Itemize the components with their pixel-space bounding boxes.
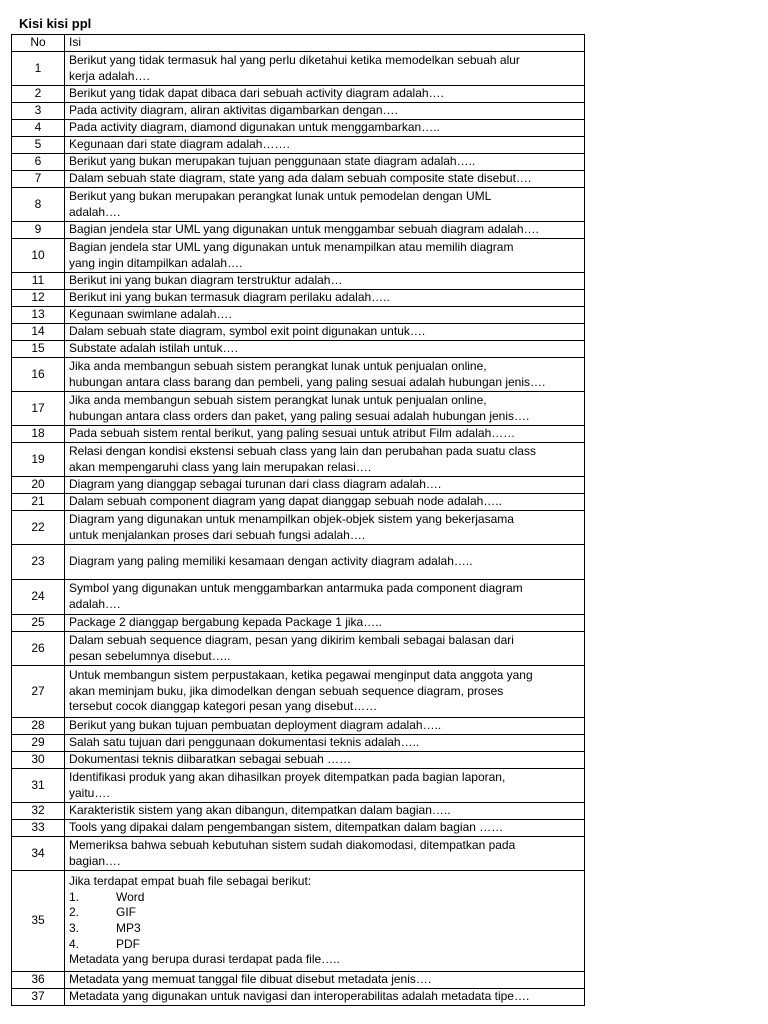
row-number: 33: [12, 820, 65, 837]
question-text: [65, 443, 585, 477]
row-number: 12: [12, 290, 65, 307]
table-header-row: [12, 35, 585, 52]
question-line: untuk menjalankan proses dari sebuah fungsi adalah….: [69, 527, 366, 542]
row-number: 13: [12, 307, 65, 324]
table-row: [12, 666, 585, 718]
table-row: [12, 615, 585, 632]
table-row: [12, 392, 585, 426]
row-number: 6: [12, 154, 65, 171]
question-text: [65, 735, 585, 752]
table-row: [12, 632, 585, 666]
row-number: 29: [12, 735, 65, 752]
question-line: Berikut yang bukan merupakan tujuan penggunaan state diagram adalah…..: [69, 154, 476, 169]
question-text: [65, 222, 585, 239]
table-body: [12, 52, 585, 1006]
row-number: 9: [12, 222, 65, 239]
question-line: Dalam sebuah sequence diagram, pesan yang dikirim kembali sebagai balasan dari: [69, 632, 514, 647]
table-row: [12, 871, 585, 972]
question-text: [65, 494, 585, 511]
question-text: [65, 615, 585, 632]
row-number: 11: [12, 273, 65, 290]
row-number: 16: [12, 358, 65, 392]
table-row: [12, 735, 585, 752]
table-row: [12, 86, 585, 103]
table-row: [12, 239, 585, 273]
question-line: Metadata yang digunakan untuk navigasi dan interoperabilitas adalah metadata tipe….: [69, 989, 530, 1004]
question-line: Salah satu tujuan dari penggunaan dokumentasi teknis adalah…..: [69, 735, 420, 750]
question-line: Substate adalah istilah untuk….: [69, 341, 238, 356]
question-line: Berikut yang bukan tujuan pembuatan deployment diagram adalah…..: [69, 718, 442, 733]
question-line: akan mempengaruhi class yang lain merupakan relasi….: [69, 459, 372, 474]
row-number: 7: [12, 171, 65, 188]
row-number: 24: [12, 580, 65, 615]
question-text: [65, 171, 585, 188]
table-row: [12, 222, 585, 239]
row-number: 25: [12, 615, 65, 632]
row-number: 22: [12, 511, 65, 545]
question-line: Pada sebuah sistem rental berikut, yang paling sesuai untuk atribut Film adalah……: [69, 426, 516, 441]
question-text: [65, 137, 585, 154]
row-number: 10: [12, 239, 65, 273]
question-line: pesan sebelumnya disebut…..: [69, 648, 231, 663]
table-row: [12, 171, 585, 188]
option-item: [69, 937, 580, 953]
question-line: Jika anda membangun sebuah sistem perangkat lunak untuk penjualan online,: [69, 392, 487, 407]
question-line: bagian….: [69, 853, 121, 868]
question-text: [65, 803, 585, 820]
question-line: Diagram yang paling memiliki kesamaan dengan activity diagram adalah…..: [69, 554, 473, 569]
question-line: Dalam sebuah state diagram, state yang ada dalam sebuah composite state disebut….: [69, 171, 532, 186]
row-number: 36: [12, 972, 65, 989]
question-line: Bagian jendela star UML yang digunakan untuk menggambar sebuah diagram adalah….: [69, 222, 539, 237]
question-line: Dalam sebuah state diagram, symbol exit point digunakan untuk….: [69, 324, 426, 339]
question-line: Package 2 dianggap bergabung kepada Package 1 jika…..: [69, 615, 382, 630]
question-table: [11, 34, 585, 1006]
table-row: [12, 103, 585, 120]
question-line: akan meminjam buku, jika dimodelkan dengan sebuah sequence diagram, proses: [69, 683, 504, 698]
question-text: [65, 341, 585, 358]
question-line: Kegunaan swimlane adalah….: [69, 307, 232, 322]
question-text: [65, 290, 585, 307]
question-text: [65, 632, 585, 666]
question-text: [65, 972, 585, 989]
question-text: [65, 52, 585, 86]
question-text: [65, 718, 585, 735]
table-row: [12, 545, 585, 580]
option-item: [69, 905, 580, 921]
option-item: [69, 921, 580, 937]
question-line: Berikut yang tidak termasuk hal yang perlu diketahui ketika memodelkan sebuah alur: [69, 52, 520, 67]
question-text: [65, 820, 585, 837]
table-row: [12, 307, 585, 324]
table-row: [12, 837, 585, 871]
row-number: 34: [12, 837, 65, 871]
question-line: Symbol yang digunakan untuk menggambarkan antarmuka pada component diagram: [69, 581, 523, 596]
question-text: [65, 324, 585, 341]
question-line: Berikut ini yang bukan termasuk diagram perilaku adalah…..: [69, 290, 390, 305]
row-number: 2: [12, 86, 65, 103]
row-number: 18: [12, 426, 65, 443]
row-number: 28: [12, 718, 65, 735]
question-line: Berikut yang bukan merupakan perangkat lunak untuk pemodelan dengan UML: [69, 188, 492, 203]
question-line: Untuk membangun sistem perpustakaan, ketika pegawai menginput data anggota yang: [69, 668, 533, 683]
row-number: 1: [12, 52, 65, 86]
table-row: [12, 769, 585, 803]
row-number: 3: [12, 103, 65, 120]
header-isi: Isi: [65, 35, 585, 52]
question-text: [65, 989, 585, 1006]
question-line: Pada activity diagram, aliran aktivitas digambarkan dengan….: [69, 103, 398, 118]
question-text: [65, 307, 585, 324]
table-row: [12, 137, 585, 154]
question-line: Metadata yang memuat tanggal file dibuat disebut metadata jenis….: [69, 972, 432, 987]
question-text: [65, 239, 585, 273]
question-line: adalah….: [69, 597, 121, 611]
row-number: 19: [12, 443, 65, 477]
row-number: 31: [12, 769, 65, 803]
question-line: Karakteristik sistem yang akan dibangun, ditempatkan dalam bagian…..: [69, 803, 451, 818]
question-line: hubungan antara class barang dan pembeli, yang paling sesuai adalah hubungan jenis….: [69, 374, 546, 389]
table-row: [12, 477, 585, 494]
table-row: [12, 273, 585, 290]
question-text: [65, 103, 585, 120]
row-number: 17: [12, 392, 65, 426]
document-title: Kisi kisi ppl: [19, 16, 92, 31]
question-text: [65, 120, 585, 137]
question-line: adalah….: [69, 204, 121, 219]
question-line: Jika anda membangun sebuah sistem perangkat lunak untuk penjualan online,: [69, 358, 487, 373]
question-text: [65, 666, 585, 718]
question-text: [65, 358, 585, 392]
question-text: [65, 426, 585, 443]
table-row: [12, 324, 585, 341]
row-number: 8: [12, 188, 65, 222]
question-text: [65, 545, 585, 580]
table-row: [12, 120, 585, 137]
question-line: Diagram yang digunakan untuk menampilkan objek-objek sistem yang bekerjasama: [69, 511, 514, 526]
row-number: 32: [12, 803, 65, 820]
row-number: 4: [12, 120, 65, 137]
row-number: 37: [12, 989, 65, 1006]
question-line: Memeriksa bahwa sebuah kebutuhan sistem sudah diakomodasi, ditempatkan pada: [69, 837, 516, 852]
option-item: [69, 890, 580, 906]
question-text: [65, 752, 585, 769]
question-line: Kegunaan dari state diagram adalah…….: [69, 137, 290, 152]
question-line: yaitu….: [69, 785, 110, 800]
row-number: 20: [12, 477, 65, 494]
question-line: hubungan antara class orders dan paket, yang paling sesuai adalah hubungan jenis….: [69, 408, 530, 423]
table-row: [12, 290, 585, 307]
table-row: [12, 820, 585, 837]
header-no: No: [12, 35, 65, 52]
question-line: tersebut cocok dianggap kategori pesan yang disebut……: [69, 699, 378, 714]
table-row: [12, 358, 585, 392]
question-line: Identifikasi produk yang akan dihasilkan proyek ditempatkan pada bagian laporan,: [69, 769, 506, 784]
table-row: [12, 989, 585, 1006]
table-row: [12, 426, 585, 443]
question-text: [65, 837, 585, 871]
question-line: Berikut yang tidak dapat dibaca dari sebuah activity diagram adalah….: [69, 86, 444, 101]
table-row: [12, 341, 585, 358]
question-line: kerja adalah….: [69, 68, 150, 83]
question-line: Bagian jendela star UML yang digunakan untuk menampilkan atau memilih diagram: [69, 239, 514, 254]
question-line: Relasi dengan kondisi ekstensi sebuah class yang lain dan perubahan pada suatu class: [69, 443, 536, 458]
table-row: [12, 718, 585, 735]
question-intro: Jika terdapat empat buah file sebagai berikut:: [69, 874, 312, 889]
table-row: [12, 803, 585, 820]
table-row: [12, 52, 585, 86]
question-line: Berikut ini yang bukan diagram terstruktur adalah…: [69, 273, 343, 288]
question-line: yang ingin ditampilkan adalah….: [69, 255, 243, 270]
table-row: [12, 580, 585, 615]
table-row: [12, 511, 585, 545]
row-number: 15: [12, 341, 65, 358]
table-row: [12, 443, 585, 477]
option-number: 1.: [69, 889, 80, 904]
row-number: 5: [12, 137, 65, 154]
option-number: 3.: [69, 921, 80, 935]
table-row: [12, 188, 585, 222]
question-text: [65, 86, 585, 103]
row-number: 21: [12, 494, 65, 511]
row-number: 26: [12, 632, 65, 666]
question-text: [65, 477, 585, 494]
option-text: MP3: [116, 921, 141, 935]
option-text: Word: [116, 889, 145, 904]
question-line: Dalam sebuah component diagram yang dapat dianggap sebuah node adalah…..: [69, 494, 502, 509]
question-line: Dokumentasi teknis diibaratkan sebagai sebuah ……: [69, 752, 352, 767]
option-number: 4.: [69, 936, 80, 951]
option-text: PDF: [116, 936, 140, 951]
question-text: [65, 188, 585, 222]
row-number: 27: [12, 666, 65, 718]
table-row: [12, 972, 585, 989]
row-number: 30: [12, 752, 65, 769]
question-line: Diagram yang dianggap sebagai turunan dari class diagram adalah….: [69, 477, 442, 492]
question-text: [65, 871, 585, 972]
row-number: 14: [12, 324, 65, 341]
question-text: [65, 580, 585, 615]
row-number: 35: [12, 871, 65, 972]
question-line: Pada activity diagram, diamond digunakan untuk menggambarkan…..: [69, 120, 440, 135]
question-text: [65, 154, 585, 171]
question-outro: Metadata yang berupa durasi terdapat pada file…..: [69, 952, 340, 967]
question-text: [65, 273, 585, 290]
question-text: [65, 511, 585, 545]
question-line: Tools yang dipakai dalam pengembangan sistem, ditempatkan dalam bagian ……: [69, 820, 504, 835]
row-number: 23: [12, 545, 65, 580]
table-row: [12, 154, 585, 171]
option-text: GIF: [116, 905, 136, 920]
table-row: [12, 752, 585, 769]
question-text: [65, 392, 585, 426]
option-number: 2.: [69, 905, 80, 920]
question-text: [65, 769, 585, 803]
table-row: [12, 494, 585, 511]
